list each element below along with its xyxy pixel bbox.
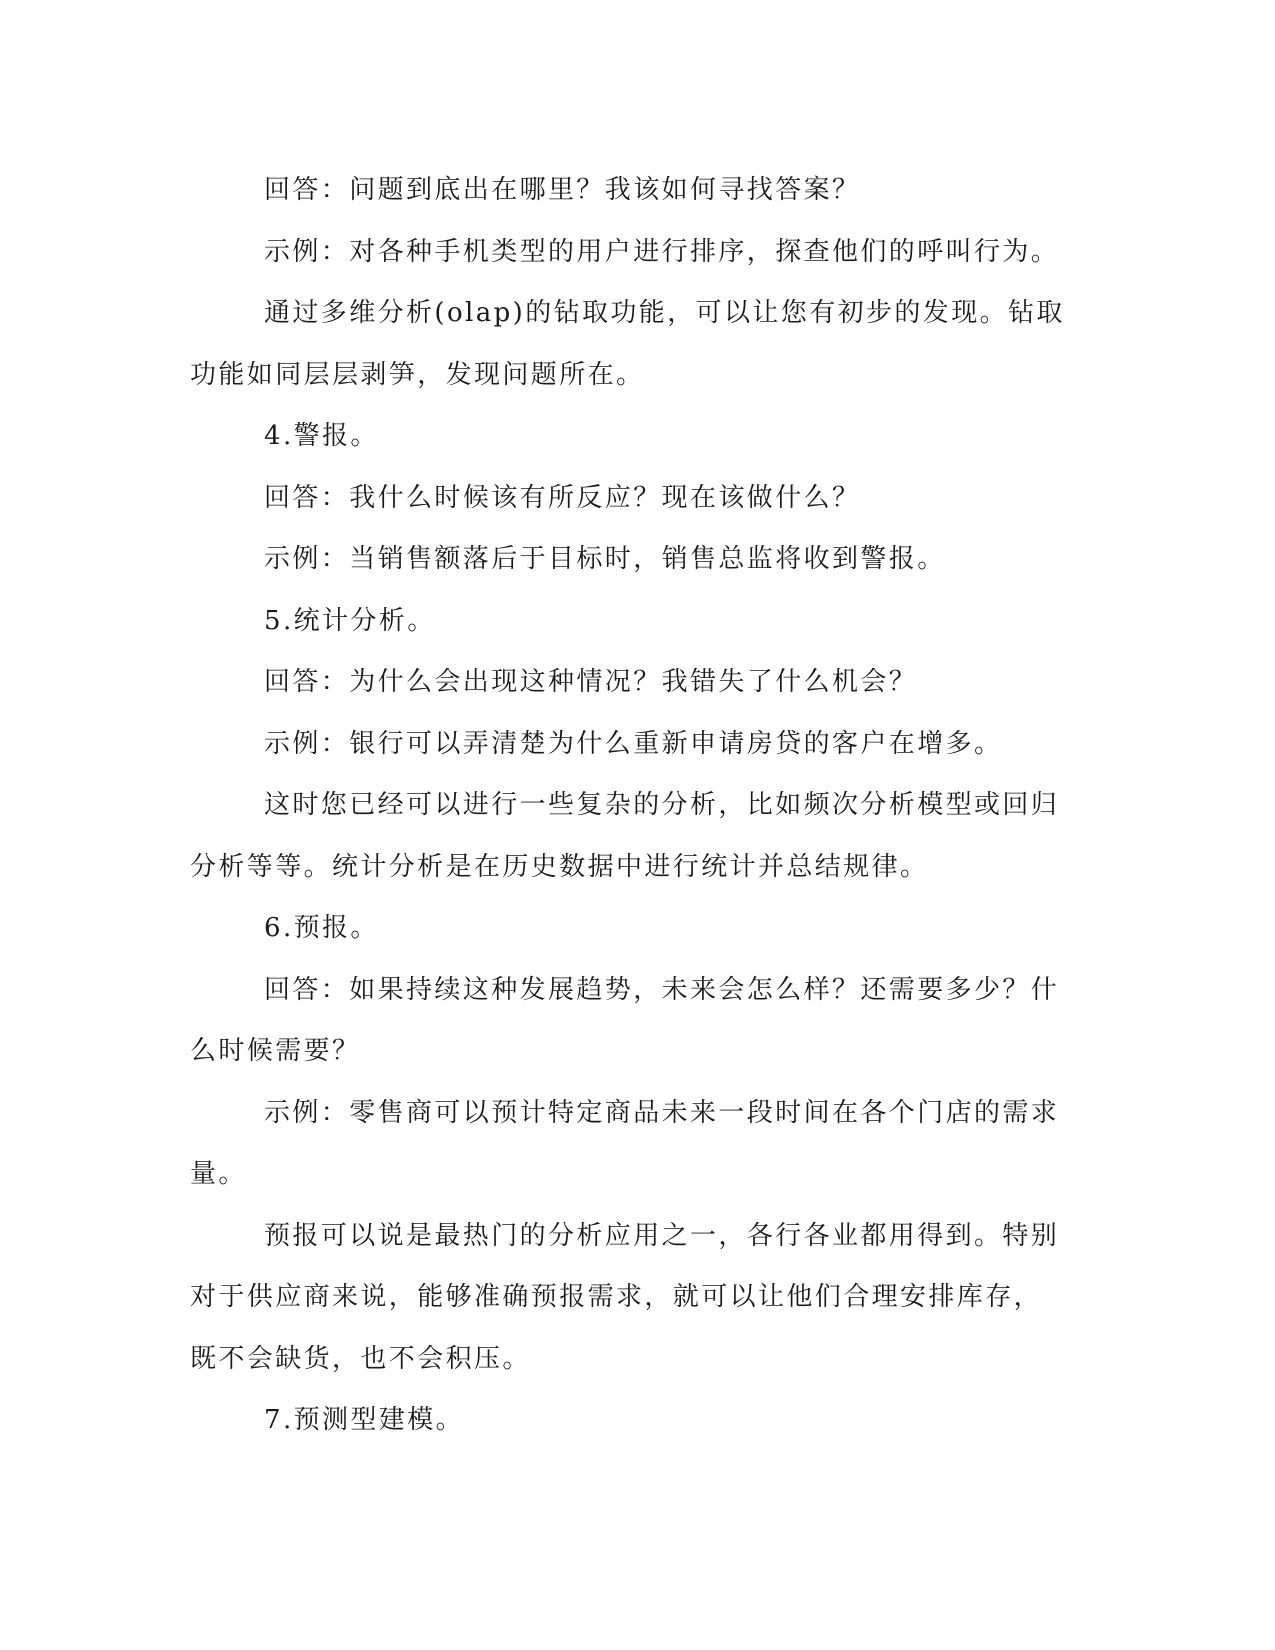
- section-heading: 7.预测型建模。: [264, 1405, 465, 1435]
- section-heading: 5.统计分析。: [264, 605, 436, 636]
- answer-line: 回答：我什么时候该有所反应？现在该做什么？: [264, 482, 861, 513]
- section-heading: 6.预报。: [264, 913, 379, 943]
- answer-line: 回答：为什么会出现这种情况？我错失了什么机会？: [264, 667, 918, 697]
- example-line: 示例：对各种手机类型的用户进行排序，探查他们的呼叫行为。: [264, 236, 1060, 267]
- answer-line: 回答：问题到底出在哪里？我该如何寻找答案？: [264, 175, 861, 205]
- paragraph-line: 通过多维分析(olap)的钻取功能，可以让您有初步的发现。钻取: [264, 298, 1065, 328]
- section-heading: 4.警报。: [264, 421, 379, 451]
- answer-line: 回答：如果持续这种发展趋势，未来会怎么样？还需要多少？什: [264, 974, 1060, 1005]
- paragraph-line: 功能如同层层剥笋，发现问题所在。: [190, 359, 645, 390]
- paragraph-line: 预报可以说是最热门的分析应用之一，各行各业都用得到。特别: [264, 1220, 1060, 1251]
- document-body: [190, 160, 1075, 1452]
- example-line: 量。: [190, 1159, 247, 1189]
- paragraph-line: 对于供应商来说，能够准确预报需求，就可以让他们合理安排库存，: [190, 1282, 1043, 1312]
- example-line: 示例：银行可以弄清楚为什么重新申请房贷的客户在增多。: [264, 728, 1003, 759]
- paragraph-line: 这时您已经可以进行一些复杂的分析，比如频次分析模型或回归: [264, 790, 1060, 820]
- answer-line: 么时候需要？: [190, 1036, 361, 1066]
- paragraph-line: 既不会缺货，也不会积压。: [190, 1343, 531, 1374]
- example-line: 示例：当销售额落后于目标时，销售总监将收到警报。: [264, 544, 946, 574]
- paragraph-line: 分析等等。统计分析是在历史数据中进行统计并总结规律。: [190, 851, 929, 882]
- example-line: 示例：零售商可以预计特定商品未来一段时间在各个门店的需求: [264, 1097, 1060, 1128]
